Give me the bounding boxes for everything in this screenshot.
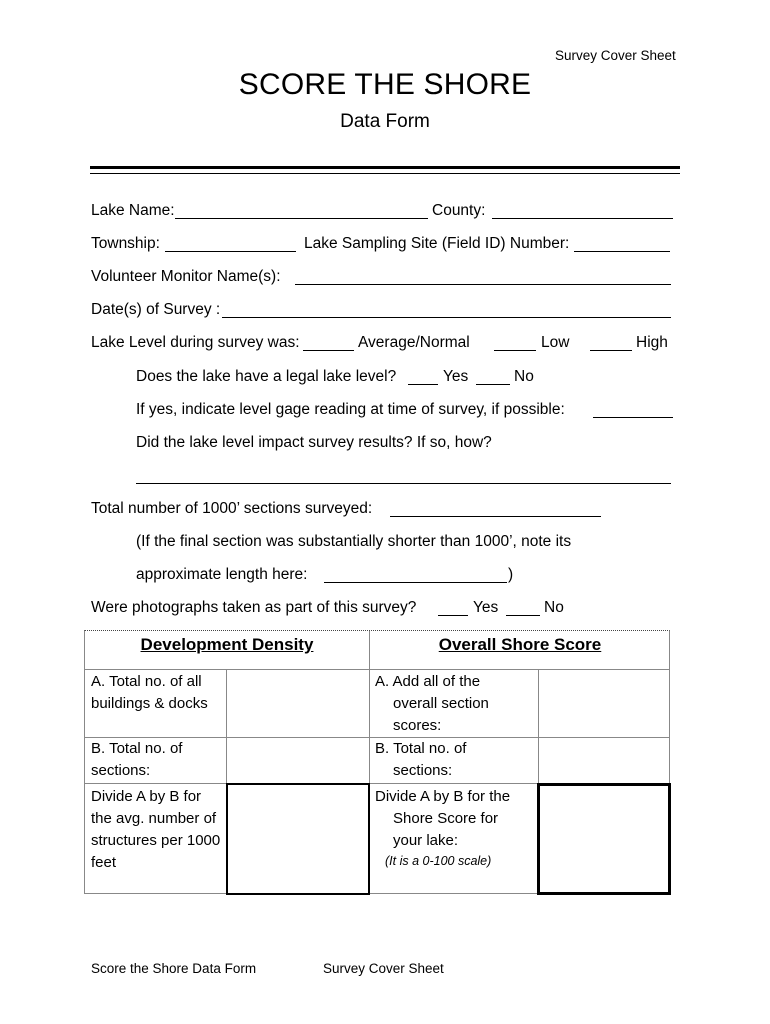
shore-score-row-c-line-2: Shore Score for	[393, 810, 499, 827]
shore-score-row-b-line-1: B. Total no. of	[375, 740, 467, 757]
photos-no-label: No	[544, 599, 564, 616]
page-title: SCORE THE SHORE	[238, 68, 532, 101]
shore-score-row-b-label	[375, 738, 540, 782]
shore-score-row-c-label	[375, 786, 540, 870]
footer-sheet-name: Survey Cover Sheet	[323, 961, 444, 976]
development-density-heading: Development Density	[140, 635, 314, 654]
score-table	[84, 630, 670, 894]
low-label: Low	[541, 334, 570, 351]
dates-field[interactable]	[222, 317, 671, 318]
impact-field[interactable]	[136, 483, 671, 484]
scale-note: (It is a 0-100 scale)	[385, 854, 492, 868]
gage-field[interactable]	[593, 417, 673, 418]
dev-density-b-input[interactable]	[227, 738, 368, 782]
shore-score-row-a-line-1: A. Add all of the	[375, 673, 481, 690]
county-field[interactable]	[492, 218, 673, 219]
township-field[interactable]	[165, 251, 296, 252]
legal-yes-label: Yes	[443, 368, 469, 385]
lake-name-field[interactable]	[175, 218, 428, 219]
dev-density-row-c-label: Divide A by B for the avg. number of structures per 1000 feet	[91, 788, 221, 871]
lake-name-label: Lake Name:	[91, 202, 175, 219]
sampling-site-field[interactable]	[574, 251, 670, 252]
dev-density-row-a-label: A. Total no. of all buildings & docks	[91, 673, 208, 712]
low-checkline[interactable]	[494, 350, 536, 351]
gage-question: If yes, indicate level gage reading at time of survey, if possible:	[136, 401, 565, 418]
shore-score-row-a-label	[375, 671, 540, 737]
page-subtitle: Data Form	[340, 111, 430, 132]
average-label: Average/Normal	[358, 334, 470, 351]
divider-thin	[90, 173, 680, 174]
photos-no-checkline[interactable]	[506, 615, 540, 616]
legal-yes-checkline[interactable]	[408, 384, 438, 385]
shore-score-row-c-line-1: Divide A by B for the	[375, 788, 511, 805]
overall-shore-score-heading: Overall Shore Score	[438, 635, 602, 654]
lake-level-label: Lake Level during survey was:	[91, 334, 300, 351]
shore-score-row-b-line-2: sections:	[393, 762, 453, 779]
divider-thick	[90, 166, 680, 169]
shore-score-result-box[interactable]	[537, 783, 671, 895]
shore-score-row-a-line-3: scores:	[393, 717, 442, 734]
footer-form-name: Score the Shore Data Form	[91, 961, 257, 976]
header-label: Survey Cover Sheet	[555, 48, 676, 63]
approx-length-label: approximate length here:	[136, 566, 308, 583]
legal-no-label: No	[514, 368, 534, 385]
total-sections-label: Total number of 1000’ sections surveyed:	[91, 500, 373, 517]
approx-length-field[interactable]	[324, 582, 507, 583]
close-paren: )	[508, 566, 514, 583]
dates-label: Date(s) of Survey :	[91, 301, 221, 318]
average-checkline[interactable]	[303, 350, 354, 351]
photos-yes-label: Yes	[473, 599, 499, 616]
high-label: High	[636, 334, 668, 351]
total-sections-field[interactable]	[390, 516, 601, 517]
photos-question: Were photographs taken as part of this survey?	[91, 599, 417, 616]
legal-no-checkline[interactable]	[476, 384, 510, 385]
dev-density-a-input[interactable]	[227, 670, 368, 736]
shore-score-a-input[interactable]	[539, 670, 670, 736]
sampling-site-label: Lake Sampling Site (Field ID) Number:	[304, 235, 570, 252]
high-checkline[interactable]	[590, 350, 632, 351]
photos-yes-checkline[interactable]	[438, 615, 468, 616]
shore-score-b-input[interactable]	[539, 738, 670, 782]
volunteer-field[interactable]	[295, 284, 671, 285]
shore-score-row-a-line-2: overall section	[393, 695, 489, 712]
final-section-note: (If the final section was substantially shorter than 1000’, note its	[136, 533, 572, 550]
shore-score-row-c-line-3: your lake:	[393, 832, 459, 849]
impact-question: Did the lake level impact survey results? If so, how?	[136, 434, 492, 451]
avg-structures-result-box[interactable]	[226, 783, 370, 895]
volunteer-label: Volunteer Monitor Name(s):	[91, 268, 281, 285]
township-label: Township:	[91, 235, 160, 252]
legal-level-question: Does the lake have a legal lake level?	[136, 368, 397, 385]
county-label: County:	[432, 202, 486, 219]
dev-density-row-b-label: B. Total no. of sections:	[91, 740, 183, 779]
